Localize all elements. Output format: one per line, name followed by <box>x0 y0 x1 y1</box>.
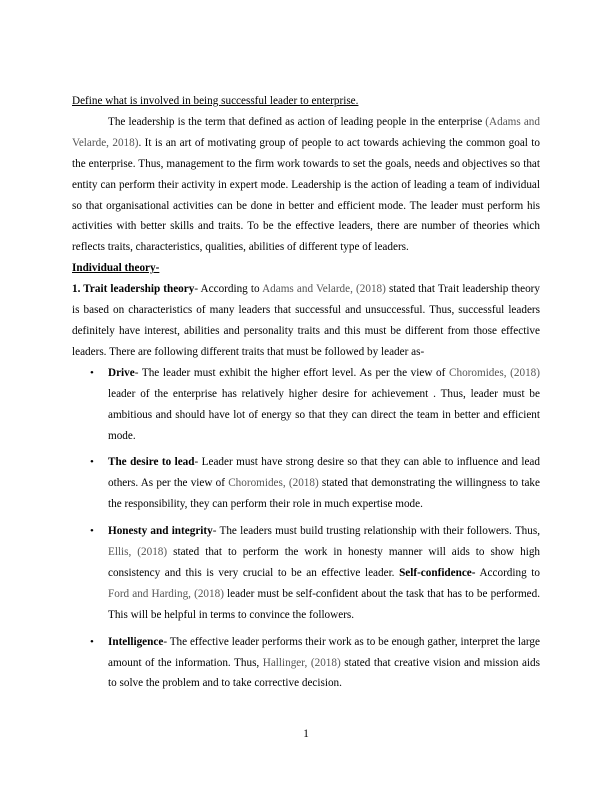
trait-theory-label: 1. Trait leadership theory <box>72 283 195 296</box>
document-body <box>72 91 540 700</box>
trait-text: stated that creative vision and mission aids to solve the problem and to take corrective decision. <box>108 656 540 690</box>
list-item <box>90 363 540 447</box>
trait-theory-paragraph <box>72 279 540 363</box>
trait-text: - The leader must exhibit the higher effort level. As per the view of <box>134 366 450 379</box>
trait-text: - The leaders must build trusting relationship with their followers. Thus, <box>212 525 541 538</box>
trait-citation: Choromides, (2018) <box>228 477 319 490</box>
intro-text-2: . It is an art of motivating group of people to act towards achieving the common goal to the enterprise. Thus, management to the firm work towards to set the goals, needs and objectives so that entity can perform their activity in expert mode. Leadership is the action of leading a team of individual so that organisational activities can be done in better and efficient mode. The leader must perform his activities with better skills and traits. To be the effective leaders, there are number of theories which reflects traits, characteristics, qualities, abilities of different type of leaders. <box>72 136 540 254</box>
intro-text-1: The leadership is the term that defined as action of leading people in the enterprise <box>108 115 486 128</box>
trait-text: stated that to perform the work in honesty manner will aids to show high consistency and this is very crucial to be an effective leader. <box>108 546 541 579</box>
trait-theory-citation: Adams and Velarde, (2018) <box>262 283 386 296</box>
trait-citation: Ford and Harding, (2018) <box>108 587 224 600</box>
list-item <box>90 632 540 695</box>
trait-theory-dash: - According to <box>194 283 263 296</box>
trait-text: leader of the enterprise has relatively higher desire for achievement . Thus, leader must be ambitious and should have lot of energy so that they can direct the team in better and efficient mode. <box>108 387 540 442</box>
list-item <box>90 452 540 515</box>
intro-paragraph <box>72 112 540 258</box>
trait-label: Honesty and integrity <box>108 525 213 538</box>
trait-citation: Choromides, (2018) <box>449 366 540 379</box>
trait-label: Intelligence <box>108 635 164 648</box>
trait-label: Drive <box>108 366 135 379</box>
section-title: Individual theory- <box>72 262 160 275</box>
bullet-icon: • <box>90 525 94 538</box>
trait-text: - The effective leader performs their work as to be enough gather, interpret the large amount of the information. Thus, <box>108 635 540 669</box>
trait-label: Self-confidence- <box>399 566 476 579</box>
page-number: 1 <box>303 728 309 740</box>
trait-label: The desire to lead <box>108 456 195 469</box>
trait-text: stated that demonstrating the willingness to take the responsibility, they can perform their role in much expertise mode. <box>108 477 540 511</box>
trait-text: leader must be self-confident about the task that has to be performed. This will be helpful in terms to convince the followers. <box>108 587 540 621</box>
trait-theory-text: stated that Trait leadership theory is based on characteristics of many leaders that successful and unsuccessful. Thus, successful leaders definitely have interest, abilities and personality traits and this must be different from those effective leaders. There are following different traits that must be followed by leader as- <box>72 283 540 358</box>
question-heading: Define what is involved in being successful leader to enterprise. <box>72 95 359 107</box>
bullet-icon: • <box>90 456 94 469</box>
traits-list <box>72 363 540 695</box>
intro-citation: (Adams and Velarde, 2018) <box>72 115 540 149</box>
trait-text: According to <box>475 566 540 579</box>
trait-citation: Ellis, (2018) <box>108 546 168 559</box>
bullet-icon: • <box>90 366 94 379</box>
trait-text: - Leader must have strong desire so that they can able to influence and lead others. As per the view of <box>108 456 540 490</box>
list-item <box>90 521 541 626</box>
bullet-icon: • <box>90 635 94 648</box>
trait-citation: Hallinger, (2018) <box>262 656 341 669</box>
